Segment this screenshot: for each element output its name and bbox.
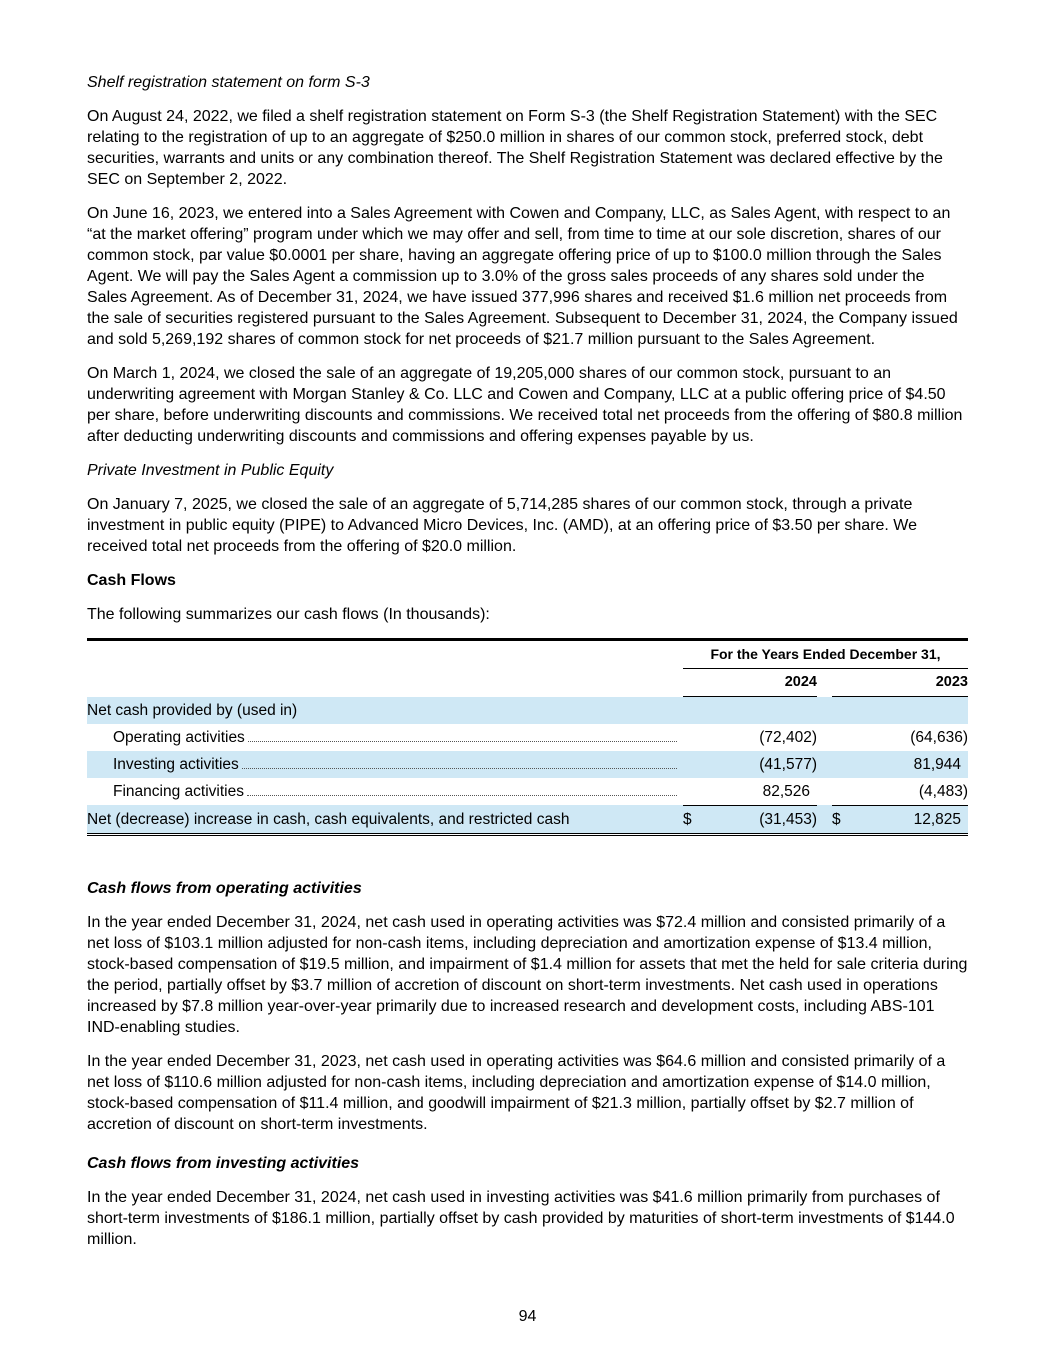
row-label: Net (decrease) increase in cash, cash equivalents, and restricted cash	[87, 810, 570, 828]
cash-flows-table	[87, 638, 968, 836]
row-label: Financing activities	[113, 783, 244, 800]
heading-operating-activities: Cash flows from operating activities	[87, 879, 362, 897]
dot-leader	[247, 795, 677, 796]
table-row-financing	[87, 778, 968, 806]
page-number: 94	[518, 1308, 537, 1325]
row-label: Net cash provided by (used in)	[87, 701, 298, 719]
para-operating-2: In the year ended December 31, 2023, net cash used in operating activities was $64.6 million and consisted primarily of a net loss of $110.6 million adjusted for non-cash items, including depreciation and amortization expense of $14.0 million, stock-based compensation of $11.4 million, and goodwill impairment of $21.3 million, partially offset by $2.7 million of accretion of discount on short-term investments.	[87, 1052, 946, 1133]
para-investing-1: In the year ended December 31, 2024, net cash used in investing activities was $41.6 million primarily from purchases of short-term investments of $186.1 million, partially offset by cash provided by maturities of short-term investments of $144.0 million.	[87, 1188, 955, 1248]
year-header-2024: 2024	[683, 669, 817, 697]
heading-private-investment: Private Investment in Public Equity	[87, 462, 334, 479]
heading-shelf-registration: Shelf registration statement on form S-3	[87, 74, 370, 91]
table-row-investing	[87, 751, 968, 778]
para-pipe: On January 7, 2025, we closed the sale of an aggregate of 5,714,285 shares of our common stock, through a private investment in public equity (PIPE) to Advanced Micro Devices, Inc. (AMD), at an offering price of $3.50 per share. We received total net proceeds from the offering of $20.0 million.	[87, 496, 918, 555]
heading-cash-flows: Cash Flows	[87, 572, 176, 589]
value-2023: 12,825	[913, 810, 961, 828]
value-2023: (64,636)	[910, 728, 968, 746]
para-operating-1: In the year ended December 31, 2024, net cash used in operating activities was $72.4 million and consisted primarily of a net loss of $103.1 million adjusted for non-cash items, including depreciation and amortization expense of $13.4 million, stock-based compensation of $19.5 million, and impairment of $1.4 million for assets that met the held for sale criteria during the period, partially offset by $3.7 million of accretion of discount on short-term investments. Net cash used in operations increased by $7.8 million year-over-year primarily due to increased research and development costs, including ABS-101 IND-enabling studies.	[87, 913, 968, 1036]
dot-leader	[248, 741, 677, 742]
table-row-operating	[87, 724, 968, 751]
para-cash-flows-intro: The following summarizes our cash flows (In thousands):	[87, 606, 490, 623]
table-year-header-row	[87, 669, 968, 697]
value-2023: (4,483)	[854, 778, 968, 806]
period-header-label: For the Years Ended December 31,	[683, 640, 968, 669]
dollar-sign-2023: $	[832, 810, 841, 828]
para-shelf-2: On June 16, 2023, we entered into a Sales Agreement with Cowen and Company, LLC, as Sales Agent, with respect to an “at the market offering” program under which we may offer and sell, from time to time at our sole discretion, shares of our common stock, par value $0.0001 per share, having an aggregate offering price of up to $100.0 million through the Sales Agent. We will pay the Sales Agent a commission up to 3.0% of the gross sales proceeds of any shares sold under the Sales Agreement. As of December 31, 2024, we have issued 377,996 shares and received $1.6 million net proceeds from the sale of securities registered pursuant to the Sales Agreement. Subsequent to December 31, 2024, the Company issued and sold 5,269,192 shares of common stock for net proceeds of $21.7 million pursuant to the Sales Agreement.	[87, 205, 958, 348]
para-shelf-1: On August 24, 2022, we filed a shelf registration statement on Form S-3 (the Shelf Registration Statement) with the SEC relating to the registration of up to an aggregate of $250.0 million in shares of our common stock, preferred stock, debt securities, warrants and units or any combination thereof. The Shelf Registration Statement was declared effective by the SEC on September 2, 2022.	[87, 108, 943, 188]
row-label: Operating activities	[113, 728, 245, 746]
dot-leader	[242, 768, 677, 769]
dollar-sign-2024: $	[683, 810, 692, 828]
value-2024: (72,402)	[759, 728, 817, 746]
row-label: Investing activities	[113, 755, 239, 773]
value-2024: (31,453)	[759, 810, 817, 828]
table-row-net-change-total	[87, 805, 968, 834]
heading-investing-activities: Cash flows from investing activities	[87, 1154, 360, 1172]
table-row-net-cash-group	[87, 697, 968, 724]
value-2024: (41,577)	[759, 755, 817, 773]
value-2024: 82,526	[705, 778, 817, 806]
table-period-header-row	[87, 640, 968, 669]
year-header-2023: 2023	[832, 669, 968, 697]
para-shelf-3: On March 1, 2024, we closed the sale of an aggregate of 19,205,000 shares of our common stock, pursuant to an underwriting agreement with Morgan Stanley & Co. LLC and Cowen and Company, LLC at a public offering price of $4.50 per share, before underwriting discounts and commissions. We received total net proceeds from the offering of $80.8 million after deducting underwriting discounts and commissions and offering expenses payable by us.	[87, 365, 963, 445]
value-2023: 81,944	[913, 755, 961, 773]
